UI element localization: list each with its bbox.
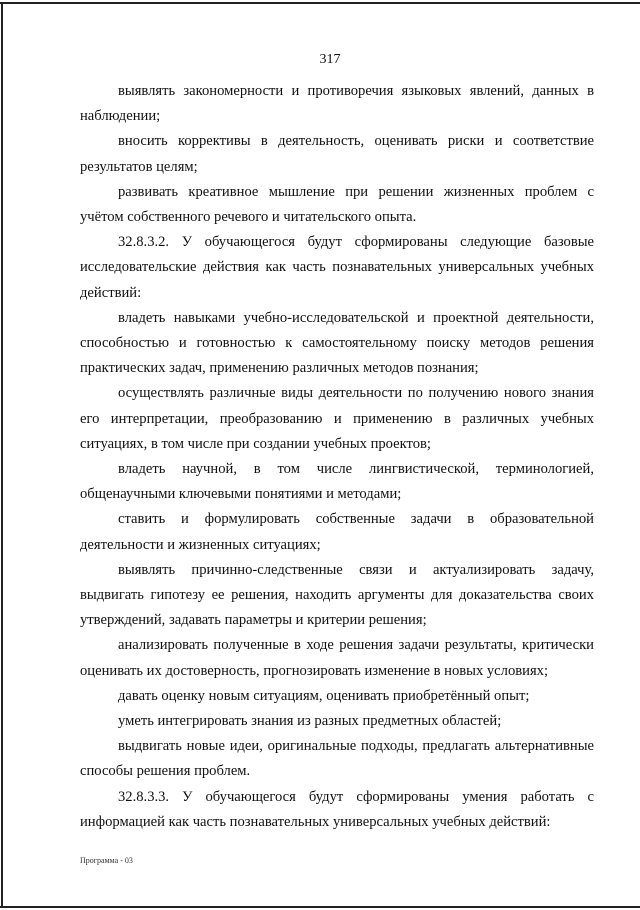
paragraph: выдвигать новые идеи, оригинальные подходы, предлагать альтернативные способы решения проблем. <box>80 738 594 780</box>
paragraph: выявлять закономерности и противоречия языковых явлений, данных в наблюдении; <box>80 83 594 125</box>
paragraph: владеть навыками учебно-исследовательской и проектной деятельности, способностью и готовностью к самостоятельному поиску методов решения практических задач, применению различных методов познания; <box>80 309 594 377</box>
document-body <box>80 79 594 835</box>
scan-edge-top <box>0 2 640 4</box>
paragraph: развивать креативное мышление при решении жизненных проблем с учётом собственного речевого и читательского опыта. <box>80 183 594 226</box>
paragraph: владеть научной, в том числе лингвистической, терминологией, общенаучными ключевыми понятиями и методами; <box>80 461 594 503</box>
page-footer: Программа - 03 <box>80 856 133 865</box>
scan-edge-bottom <box>0 906 640 908</box>
paragraph: давать оценку новым ситуациям, оценивать приобретённый опыт; <box>118 687 530 704</box>
scan-edge-left <box>1 2 3 908</box>
paragraph: выявлять причинно-следственные связи и актуализировать задачу, выдвигать гипотезу ее решения, находить аргументы для доказательства своих утверждений, задавать параметры и критерии решения; <box>80 561 594 629</box>
paragraph: ставить и формулировать собственные задачи в образовательной деятельности и жизненных ситуациях; <box>80 511 594 553</box>
paragraph: вносить коррективы в деятельность, оценивать риски и соответствие результатов целям; <box>80 133 594 175</box>
paragraph: осуществлять различные виды деятельности по получению нового знания его интерпретации, преобразованию и применению в различных учебных ситуациях, в том числе при создании учебных проектов; <box>80 385 594 452</box>
section-paragraph: 32.8.3.2. У обучающегося будут сформированы следующие базовые исследовательские действия как часть познавательных универсальных учебных действий: <box>80 234 594 301</box>
page-number: 317 <box>319 52 341 67</box>
paragraph: уметь интегрировать знания из разных предметных областей; <box>118 713 502 730</box>
paragraph: анализировать полученные в ходе решения задачи результаты, критически оценивать их достоверность, прогнозировать изменение в новых условиях; <box>80 637 594 679</box>
section-paragraph: 32.8.3.3. У обучающегося будут сформированы умения работать с информацией как часть познавательных универсальных учебных действий: <box>80 788 594 830</box>
